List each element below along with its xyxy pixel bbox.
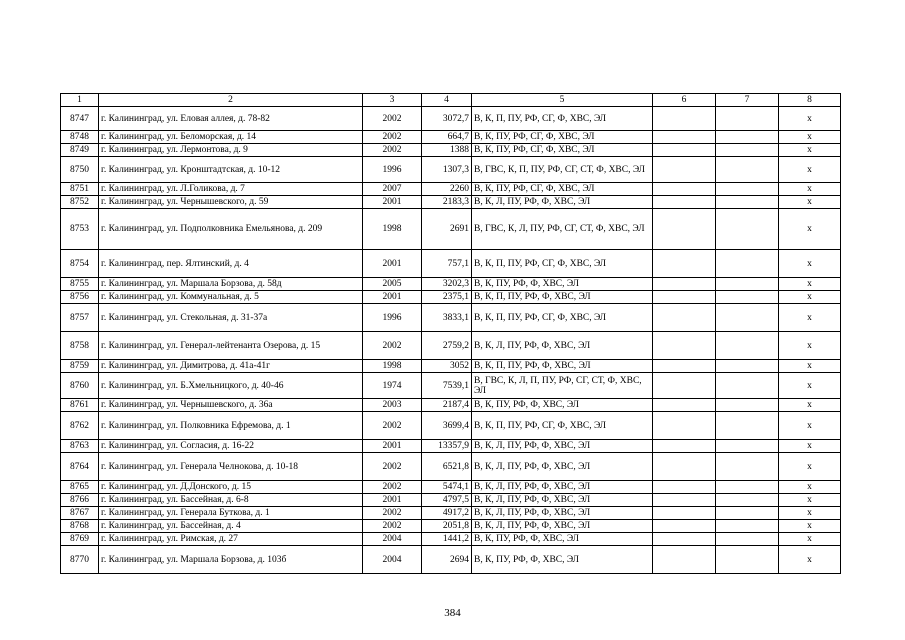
area-cell: 1441,2 bbox=[422, 533, 472, 546]
col7-cell bbox=[716, 399, 779, 412]
area-cell: 2694 bbox=[422, 546, 472, 574]
year-cell: 2001 bbox=[363, 494, 422, 507]
col7-cell bbox=[716, 481, 779, 494]
col6-cell bbox=[653, 250, 716, 278]
area-cell: 2691 bbox=[422, 209, 472, 250]
year-cell: 1996 bbox=[363, 157, 422, 183]
services-cell: В, К, П, ПУ, РФ, Ф, ХВС, ЭЛ bbox=[472, 360, 653, 373]
col6-cell bbox=[653, 107, 716, 131]
area-cell: 7539,1 bbox=[422, 373, 472, 399]
col6-cell bbox=[653, 196, 716, 209]
services-cell: В, К, П, ПУ, РФ, СГ, Ф, ХВС, ЭЛ bbox=[472, 304, 653, 332]
row-number-cell: 8760 bbox=[61, 373, 99, 399]
services-cell: В, К, ПУ, РФ, СГ, Ф, ХВС, ЭЛ bbox=[472, 131, 653, 144]
col6-cell bbox=[653, 209, 716, 250]
header-col-3: 3 bbox=[363, 94, 422, 107]
area-cell: 6521,8 bbox=[422, 453, 472, 481]
services-cell: В, К, ПУ, РФ, Ф, ХВС, ЭЛ bbox=[472, 399, 653, 412]
year-cell: 2002 bbox=[363, 107, 422, 131]
col7-cell bbox=[716, 440, 779, 453]
col8-cell: х bbox=[779, 250, 841, 278]
table-row bbox=[61, 494, 841, 507]
address-cell: г. Калининград, ул. Лермонтова, д. 9 bbox=[99, 144, 363, 157]
col6-cell bbox=[653, 373, 716, 399]
services-cell: В, К, Л, ПУ, РФ, Ф, ХВС, ЭЛ bbox=[472, 481, 653, 494]
header-col-1: 1 bbox=[61, 94, 99, 107]
table-row bbox=[61, 183, 841, 196]
services-cell: В, К, П, ПУ, РФ, СГ, Ф, ХВС, ЭЛ bbox=[472, 250, 653, 278]
year-cell: 2005 bbox=[363, 278, 422, 291]
register-table bbox=[60, 93, 841, 574]
services-cell: В, К, ПУ, РФ, СГ, Ф, ХВС, ЭЛ bbox=[472, 144, 653, 157]
year-cell: 2002 bbox=[363, 412, 422, 440]
table-row bbox=[61, 533, 841, 546]
col6-cell bbox=[653, 412, 716, 440]
area-cell: 2051,8 bbox=[422, 520, 472, 533]
col8-cell: х bbox=[779, 373, 841, 399]
year-cell: 2007 bbox=[363, 183, 422, 196]
col7-cell bbox=[716, 304, 779, 332]
table-row bbox=[61, 412, 841, 440]
table-row bbox=[61, 209, 841, 250]
row-number-cell: 8767 bbox=[61, 507, 99, 520]
col6-cell bbox=[653, 453, 716, 481]
col6-cell bbox=[653, 507, 716, 520]
services-cell: В, К, Л, ПУ, РФ, Ф, ХВС, ЭЛ bbox=[472, 453, 653, 481]
table-body bbox=[61, 94, 841, 574]
col7-cell bbox=[716, 507, 779, 520]
row-number-cell: 8764 bbox=[61, 453, 99, 481]
col8-cell: х bbox=[779, 291, 841, 304]
col8-cell: х bbox=[779, 546, 841, 574]
row-number-cell: 8769 bbox=[61, 533, 99, 546]
address-cell: г. Калининград, ул. Коммунальная, д. 5 bbox=[99, 291, 363, 304]
col6-cell bbox=[653, 144, 716, 157]
area-cell: 1388 bbox=[422, 144, 472, 157]
table-row bbox=[61, 440, 841, 453]
col8-cell: х bbox=[779, 481, 841, 494]
col7-cell bbox=[716, 131, 779, 144]
address-cell: г. Калининград, ул. Римская, д. 27 bbox=[99, 533, 363, 546]
table-row bbox=[61, 507, 841, 520]
services-cell: В, К, Л, ПУ, РФ, Ф, ХВС, ЭЛ bbox=[472, 332, 653, 360]
header-col-7: 7 bbox=[716, 94, 779, 107]
address-cell: г. Калининград, ул. Бассейная, д. 4 bbox=[99, 520, 363, 533]
col8-cell: х bbox=[779, 304, 841, 332]
col6-cell bbox=[653, 131, 716, 144]
row-number-cell: 8753 bbox=[61, 209, 99, 250]
services-cell: В, К, ПУ, РФ, Ф, ХВС, ЭЛ bbox=[472, 278, 653, 291]
col8-cell: х bbox=[779, 360, 841, 373]
table-row bbox=[61, 157, 841, 183]
area-cell: 2260 bbox=[422, 183, 472, 196]
col6-cell bbox=[653, 360, 716, 373]
address-cell: г. Калининград, ул. Генерала Буткова, д. 1 bbox=[99, 507, 363, 520]
year-cell: 1998 bbox=[363, 209, 422, 250]
services-cell: В, К, П, ПУ, РФ, СГ, Ф, ХВС, ЭЛ bbox=[472, 412, 653, 440]
col6-cell bbox=[653, 399, 716, 412]
col8-cell: х bbox=[779, 332, 841, 360]
area-cell: 4797,5 bbox=[422, 494, 472, 507]
area-cell: 664,7 bbox=[422, 131, 472, 144]
col8-cell: х bbox=[779, 494, 841, 507]
col7-cell bbox=[716, 520, 779, 533]
address-cell: г. Калининград, ул. Кронштадтская, д. 10-12 bbox=[99, 157, 363, 183]
col6-cell bbox=[653, 304, 716, 332]
page-number: 384 bbox=[444, 607, 461, 619]
services-cell: В, ГВС, К, Л, ПУ, РФ, СГ, СТ, Ф, ХВС, ЭЛ bbox=[472, 209, 653, 250]
year-cell: 2001 bbox=[363, 250, 422, 278]
services-cell: В, ГВС, К, П, ПУ, РФ, СГ, СТ, Ф, ХВС, ЭЛ bbox=[472, 157, 653, 183]
area-cell: 2187,4 bbox=[422, 399, 472, 412]
col6-cell bbox=[653, 546, 716, 574]
row-number-cell: 8766 bbox=[61, 494, 99, 507]
year-cell: 2004 bbox=[363, 546, 422, 574]
col8-cell: х bbox=[779, 196, 841, 209]
year-cell: 1996 bbox=[363, 304, 422, 332]
table-row bbox=[61, 107, 841, 131]
col7-cell bbox=[716, 533, 779, 546]
col7-cell bbox=[716, 209, 779, 250]
col8-cell: х bbox=[779, 453, 841, 481]
col7-cell bbox=[716, 332, 779, 360]
address-cell: г. Калининград, ул. Еловая аллея, д. 78-82 bbox=[99, 107, 363, 131]
col7-cell bbox=[716, 196, 779, 209]
area-cell: 2183,3 bbox=[422, 196, 472, 209]
row-number-cell: 8759 bbox=[61, 360, 99, 373]
area-cell: 5474,1 bbox=[422, 481, 472, 494]
col8-cell: х bbox=[779, 209, 841, 250]
year-cell: 2002 bbox=[363, 453, 422, 481]
area-cell: 4917,2 bbox=[422, 507, 472, 520]
address-cell: г. Калининград, ул. Генерала Челнокова, д. 10-18 bbox=[99, 453, 363, 481]
year-cell: 1998 bbox=[363, 360, 422, 373]
area-cell: 3833,1 bbox=[422, 304, 472, 332]
col8-cell: х bbox=[779, 399, 841, 412]
row-number-cell: 8765 bbox=[61, 481, 99, 494]
address-cell: г. Калининград, ул. Генерал-лейтенанта Озерова, д. 15 bbox=[99, 332, 363, 360]
col7-cell bbox=[716, 107, 779, 131]
header-col-4: 4 bbox=[422, 94, 472, 107]
area-cell: 757,1 bbox=[422, 250, 472, 278]
col8-cell: х bbox=[779, 157, 841, 183]
address-cell: г. Калининград, ул. Чернышевского, д. 36а bbox=[99, 399, 363, 412]
table-row bbox=[61, 196, 841, 209]
col7-cell bbox=[716, 144, 779, 157]
col6-cell bbox=[653, 183, 716, 196]
col7-cell bbox=[716, 183, 779, 196]
row-number-cell: 8748 bbox=[61, 131, 99, 144]
table-row bbox=[61, 399, 841, 412]
table-row bbox=[61, 144, 841, 157]
row-number-cell: 8747 bbox=[61, 107, 99, 131]
services-cell: В, К, Л, ПУ, РФ, Ф, ХВС, ЭЛ bbox=[472, 507, 653, 520]
address-cell: г. Калининград, ул. Маршала Борзова, д. 103б bbox=[99, 546, 363, 574]
table-row bbox=[61, 291, 841, 304]
row-number-cell: 8758 bbox=[61, 332, 99, 360]
col8-cell: х bbox=[779, 131, 841, 144]
row-number-cell: 8763 bbox=[61, 440, 99, 453]
col8-cell: х bbox=[779, 412, 841, 440]
col6-cell bbox=[653, 440, 716, 453]
year-cell: 2003 bbox=[363, 399, 422, 412]
services-cell: В, К, Л, ПУ, РФ, Ф, ХВС, ЭЛ bbox=[472, 520, 653, 533]
table-row bbox=[61, 360, 841, 373]
row-number-cell: 8754 bbox=[61, 250, 99, 278]
services-cell: В, К, Л, ПУ, РФ, Ф, ХВС, ЭЛ bbox=[472, 440, 653, 453]
row-number-cell: 8770 bbox=[61, 546, 99, 574]
col6-cell bbox=[653, 291, 716, 304]
address-cell: г. Калининград, ул. Бассейная, д. 6-8 bbox=[99, 494, 363, 507]
col8-cell: х bbox=[779, 520, 841, 533]
col7-cell bbox=[716, 546, 779, 574]
services-cell: В, К, ПУ, РФ, Ф, ХВС, ЭЛ bbox=[472, 533, 653, 546]
year-cell: 2002 bbox=[363, 520, 422, 533]
header-col-2: 2 bbox=[99, 94, 363, 107]
year-cell: 2001 bbox=[363, 440, 422, 453]
area-cell: 2759,2 bbox=[422, 332, 472, 360]
col7-cell bbox=[716, 373, 779, 399]
table-row bbox=[61, 481, 841, 494]
col7-cell bbox=[716, 250, 779, 278]
row-number-cell: 8757 bbox=[61, 304, 99, 332]
year-cell: 2001 bbox=[363, 291, 422, 304]
address-cell: г. Калининград, ул. Стекольная, д. 31-37а bbox=[99, 304, 363, 332]
row-number-cell: 8768 bbox=[61, 520, 99, 533]
row-number-cell: 8755 bbox=[61, 278, 99, 291]
services-cell: В, К, Л, ПУ, РФ, Ф, ХВС, ЭЛ bbox=[472, 196, 653, 209]
row-number-cell: 8750 bbox=[61, 157, 99, 183]
address-cell: г. Калининград, ул. Полковника Ефремова, д. 1 bbox=[99, 412, 363, 440]
col8-cell: х bbox=[779, 144, 841, 157]
year-cell: 2002 bbox=[363, 481, 422, 494]
table-row bbox=[61, 131, 841, 144]
area-cell: 1307,3 bbox=[422, 157, 472, 183]
row-number-cell: 8761 bbox=[61, 399, 99, 412]
year-cell: 2002 bbox=[363, 144, 422, 157]
col8-cell: х bbox=[779, 533, 841, 546]
col6-cell bbox=[653, 157, 716, 183]
table-row bbox=[61, 520, 841, 533]
table-row bbox=[61, 250, 841, 278]
header-col-5: 5 bbox=[472, 94, 653, 107]
address-cell: г. Калининград, ул. Согласия, д. 16-22 bbox=[99, 440, 363, 453]
area-cell: 3052 bbox=[422, 360, 472, 373]
col8-cell: х bbox=[779, 507, 841, 520]
table-row bbox=[61, 278, 841, 291]
services-cell: В, К, ПУ, РФ, СГ, Ф, ХВС, ЭЛ bbox=[472, 183, 653, 196]
col6-cell bbox=[653, 332, 716, 360]
col6-cell bbox=[653, 520, 716, 533]
col7-cell bbox=[716, 494, 779, 507]
address-cell: г. Калининград, пер. Ялтинский, д. 4 bbox=[99, 250, 363, 278]
services-cell: В, К, П, ПУ, РФ, Ф, ХВС, ЭЛ bbox=[472, 291, 653, 304]
col6-cell bbox=[653, 494, 716, 507]
area-cell: 13357,9 bbox=[422, 440, 472, 453]
col6-cell bbox=[653, 533, 716, 546]
col8-cell: х bbox=[779, 440, 841, 453]
col7-cell bbox=[716, 291, 779, 304]
col7-cell bbox=[716, 157, 779, 183]
table-row bbox=[61, 304, 841, 332]
col7-cell bbox=[716, 453, 779, 481]
row-number-cell: 8749 bbox=[61, 144, 99, 157]
row-number-cell: 8762 bbox=[61, 412, 99, 440]
area-cell: 3202,3 bbox=[422, 278, 472, 291]
year-cell: 1974 bbox=[363, 373, 422, 399]
col7-cell bbox=[716, 412, 779, 440]
table-row bbox=[61, 332, 841, 360]
address-cell: г. Калининград, ул. Б.Хмельницкого, д. 40-46 bbox=[99, 373, 363, 399]
year-cell: 2002 bbox=[363, 332, 422, 360]
address-cell: г. Калининград, ул. Д.Донского, д. 15 bbox=[99, 481, 363, 494]
year-cell: 2002 bbox=[363, 507, 422, 520]
year-cell: 2004 bbox=[363, 533, 422, 546]
services-cell: В, К, ПУ, РФ, Ф, ХВС, ЭЛ bbox=[472, 546, 653, 574]
services-cell: В, К, П, ПУ, РФ, СГ, Ф, ХВС, ЭЛ bbox=[472, 107, 653, 131]
services-cell: В, ГВС, К, Л, П, ПУ, РФ, СГ, СТ, Ф, ХВС, ЭЛ bbox=[472, 373, 653, 399]
col7-cell bbox=[716, 360, 779, 373]
col8-cell: х bbox=[779, 183, 841, 196]
row-number-cell: 8756 bbox=[61, 291, 99, 304]
table-row bbox=[61, 373, 841, 399]
area-cell: 2375,1 bbox=[422, 291, 472, 304]
area-cell: 3699,4 bbox=[422, 412, 472, 440]
table-row bbox=[61, 453, 841, 481]
table-row bbox=[61, 546, 841, 574]
row-number-cell: 8752 bbox=[61, 196, 99, 209]
col6-cell bbox=[653, 481, 716, 494]
address-cell: г. Калининград, ул. Димитрова, д. 41а-41г bbox=[99, 360, 363, 373]
col6-cell bbox=[653, 278, 716, 291]
header-col-6: 6 bbox=[653, 94, 716, 107]
address-cell: г. Калининград, ул. Маршала Борзова, д. 58д bbox=[99, 278, 363, 291]
area-cell: 3072,7 bbox=[422, 107, 472, 131]
row-number-cell: 8751 bbox=[61, 183, 99, 196]
header-row bbox=[61, 94, 841, 107]
header-col-8: 8 bbox=[779, 94, 841, 107]
year-cell: 2002 bbox=[363, 131, 422, 144]
services-cell: В, К, Л, ПУ, РФ, Ф, ХВС, ЭЛ bbox=[472, 494, 653, 507]
col7-cell bbox=[716, 278, 779, 291]
col8-cell: х bbox=[779, 278, 841, 291]
col8-cell: х bbox=[779, 107, 841, 131]
address-cell: г. Калининград, ул. Подполковника Емельянова, д. 209 bbox=[99, 209, 363, 250]
address-cell: г. Калининград, ул. Л.Голикова, д. 7 bbox=[99, 183, 363, 196]
address-cell: г. Калининград, ул. Чернышевского, д. 59 bbox=[99, 196, 363, 209]
address-cell: г. Калининград, ул. Беломорская, д. 14 bbox=[99, 131, 363, 144]
year-cell: 2001 bbox=[363, 196, 422, 209]
